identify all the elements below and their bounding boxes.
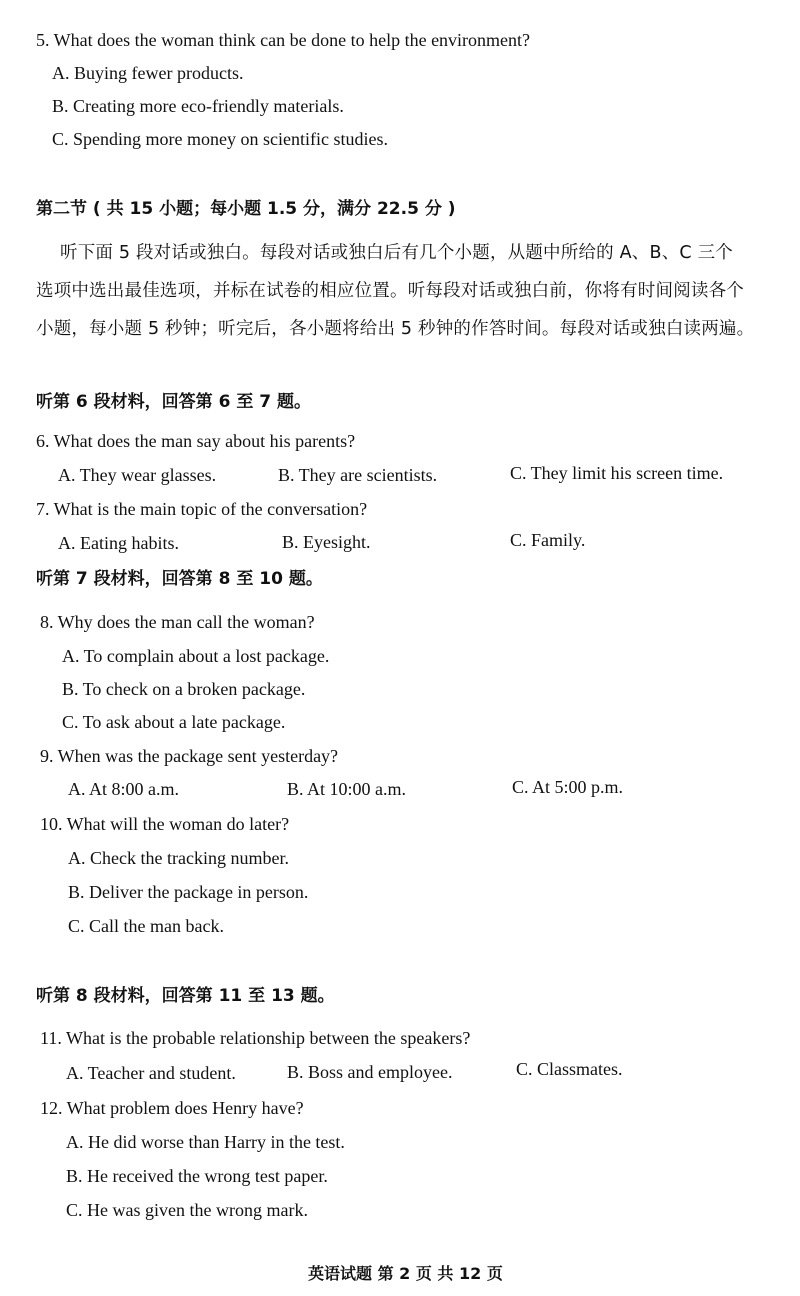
q8-option-b: B. To check on a broken package. xyxy=(62,679,306,699)
q6-option-b: B. They are scientists. xyxy=(278,465,438,485)
q10-option-b: B. Deliver the package in person. xyxy=(68,882,309,902)
question-9: 9. When was the package sent yesterday? xyxy=(40,746,339,766)
q12-option-b: B. He received the wrong test paper. xyxy=(66,1166,328,1186)
q12-option-a: A. He did worse than Harry in the test. xyxy=(66,1132,345,1152)
question-12: 12. What problem does Henry have? xyxy=(40,1098,304,1118)
section-2-heading: 第二节 ( 共 15 小题；每小题 1.5 分，满分 22.5 分 ) xyxy=(36,199,456,219)
passage-6-heading: 听第 6 段材料，回答第 6 至 7 题。 xyxy=(36,392,311,412)
q6-option-a: A. They wear glasses. xyxy=(58,465,217,485)
q11-option-a: A. Teacher and student. xyxy=(66,1063,236,1083)
q8-option-c: C. To ask about a late package. xyxy=(62,712,286,732)
q11-option-b: B. Boss and employee. xyxy=(287,1062,453,1082)
q10-option-a: A. Check the tracking number. xyxy=(68,848,289,868)
q9-option-b: B. At 10:00 a.m. xyxy=(287,779,407,799)
q12-option-c: C. He was given the wrong mark. xyxy=(66,1200,308,1220)
passage-8-heading: 听第 8 段材料，回答第 11 至 13 题。 xyxy=(36,986,335,1006)
question-11: 11. What is the probable relationship between the speakers? xyxy=(40,1028,471,1048)
q5-option-c: C. Spending more money on scientific studies. xyxy=(52,129,388,149)
q5-option-a: A. Buying fewer products. xyxy=(52,63,244,83)
q11-option-c: C. Classmates. xyxy=(516,1059,623,1079)
q5-option-b: B. Creating more eco-friendly materials. xyxy=(52,96,344,116)
question-6: 6. What does the man say about his parents? xyxy=(36,431,356,451)
q6-option-c: C. They limit his screen time. xyxy=(510,463,724,483)
question-8: 8. Why does the man call the woman? xyxy=(40,612,315,632)
q10-option-c: C. Call the man back. xyxy=(68,916,224,936)
instructions-line-3: 小题，每小题 5 秒钟；听完后，各小题将给出 5 秒钟的作答时间。每段对话或独白读两遍。 xyxy=(36,319,755,339)
question-10: 10. What will the woman do later? xyxy=(40,814,290,834)
q8-option-a: A. To complain about a lost package. xyxy=(62,646,330,666)
instructions-line-2: 选项中选出最佳选项，并标在试卷的相应位置。听每段对话或独白前，你将有时间阅读各个 xyxy=(36,281,744,301)
q9-option-a: A. At 8:00 a.m. xyxy=(68,779,179,799)
question-7: 7. What is the main topic of the conversation? xyxy=(36,499,368,519)
q7-option-c: C. Family. xyxy=(510,530,586,550)
instructions-line-1: 听下面 5 段对话或独白。每段对话或独白后有几个小题，从题中所给的 A、B、C 三个 xyxy=(60,243,733,263)
page-footer: 英语试题 第 2 页 共 12 页 xyxy=(308,1264,503,1283)
question-5: 5. What does the woman think can be done to help the environment? xyxy=(36,30,531,50)
q9-option-c: C. At 5:00 p.m. xyxy=(512,777,624,797)
q7-option-b: B. Eyesight. xyxy=(282,532,371,552)
passage-7-heading: 听第 7 段材料，回答第 8 至 10 题。 xyxy=(36,569,323,589)
q7-option-a: A. Eating habits. xyxy=(58,533,179,553)
